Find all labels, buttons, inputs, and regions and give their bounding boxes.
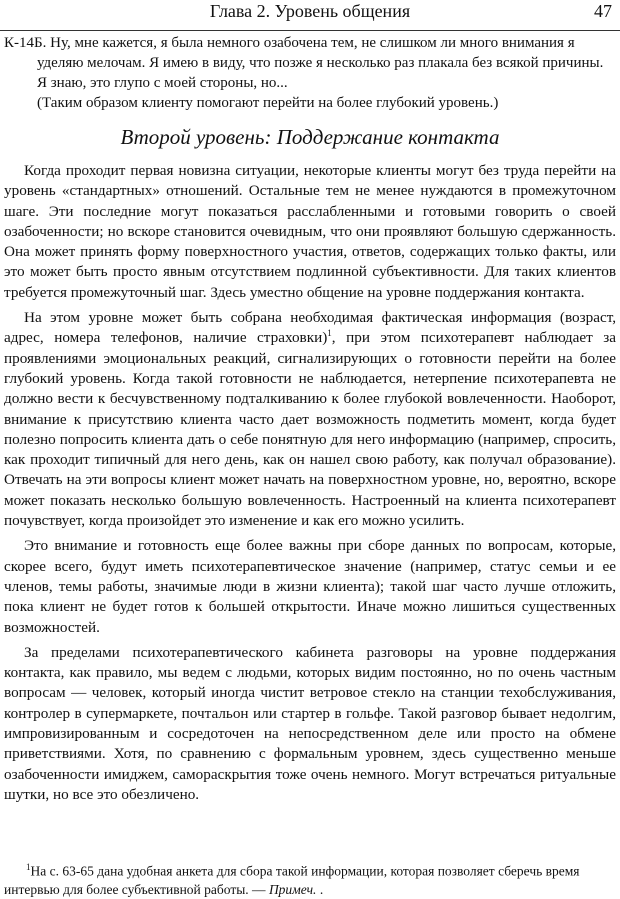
author-comment: (Таким образом клиенту помогают перейти на более глубокий уровень.) [37, 95, 499, 111]
page-number: 47 [594, 1, 612, 21]
paragraph-start: На этом уровне может быть собрана необходимая фактическая информация (возраст, адрес, номера телефонов, наличие страховки) [4, 309, 616, 347]
footnote-note: Примеч. [268, 881, 317, 897]
chapter-title: Глава 2. Уровень общения [209, 1, 411, 21]
footnote-marker: 1 [26, 862, 31, 872]
paragraph: Когда проходит первая новизна ситуации, некоторые клиенты могут без труда перейти на уровень «стандартных» отношений. Остальные тем не менее нуждаются в промежуточном шаге. Эти последние могут показаться расслабленными и готовыми говорить о своей озабоченности; но вскоре становится очевидным, что они проявляют большую сдержанность. Она может принять форму поверхностного участия, ответов, содержащих только факты, или это может быть просто явным отсутствием подлинной субъективности. Для таких клиентов требуется промежуточный шаг. Здесь уместно общение на уровне поддержания контакта. [4, 162, 616, 301]
client-quote: К-14Б. Ну, мне кажется, я была немного озабочена тем, не слишком ли много внимания я уделяю мелочам. Я имею в виду, что позже я несколько раз плакала без всякой причины. Я знаю, это глупо с моей стороны, но... [4, 35, 604, 91]
footnote-text: На с. 63-65 дана удобная анкета для сбора такой информации, которая позволяет сберечь время интервью для более субъективной работы. — [4, 863, 580, 897]
footnote [4, 858, 616, 899]
section-title: Второй уровень: Поддержание контакта [120, 125, 500, 149]
paragraph-rest: , при этом психотерапевт наблюдает за проявлениями эмоциональных реакций, сигнализирующих о готовности перейти на более глубокий уровень. Когда такой готовности не наблюдается, нетерпение психотерапевта не должно вести к бесчувственному подталкиванию к более глубокой вовлеченности. Наоборот, внимание к присутствию клиента часто дает возможность подметить момент, когда будет полезно попросить клиента дать о себе понятную для него информацию (например, спросить, как проходит типичный для него день, как он нашел свою работу, как получал образование). Отвечать на эти вопросы клиент может начать на поверхностном уровне, но, вероятно, вскоре может показать несколько большую вовлеченность. Настроенный на клиента психотерапевт почувствует, когда произойдет это изменение и как его можно усилить. [4, 329, 616, 530]
paragraph [4, 308, 616, 531]
footnote-tail: . [316, 881, 324, 897]
running-header [0, 0, 620, 31]
client-dialogue [4, 33, 616, 113]
footnote-ref: 1 [327, 328, 332, 339]
paragraph: Это внимание и готовность еще более важны при сборе данных по вопросам, которые, скорее всего, будут иметь психотерапевтическое значение (например, статус семьи и ее членов, темы работы, значимые люди в жизни клиента); такой шаг часто лучше отложить, пока клиент не будет готов к большей открытости. Иначе можно лишиться существенных возможностей. [4, 537, 616, 636]
body-text [4, 161, 616, 810]
paragraph: За пределами психотерапевтического кабинета разговоры на уровне поддержания контакта, как правило, мы ведем с людьми, которых видим постоянно, но по очень частным вопросам — человек, который иногда чистит ветровое стекло на станции техобслуживания, контролер в супермаркете, почтальон или стартер в гольфе. Такой разговор бывает недолгим, импровизированным и сосредоточен на непосредственном деле или просто на обмене приветствиями. Хотя, по сравнению с формальным уровнем, здесь существенно меньше озабоченности имиджем, самораскрытия тоже очень немного. Могут встречаться ритуальные шутки, но все это обезличено. [4, 643, 616, 803]
